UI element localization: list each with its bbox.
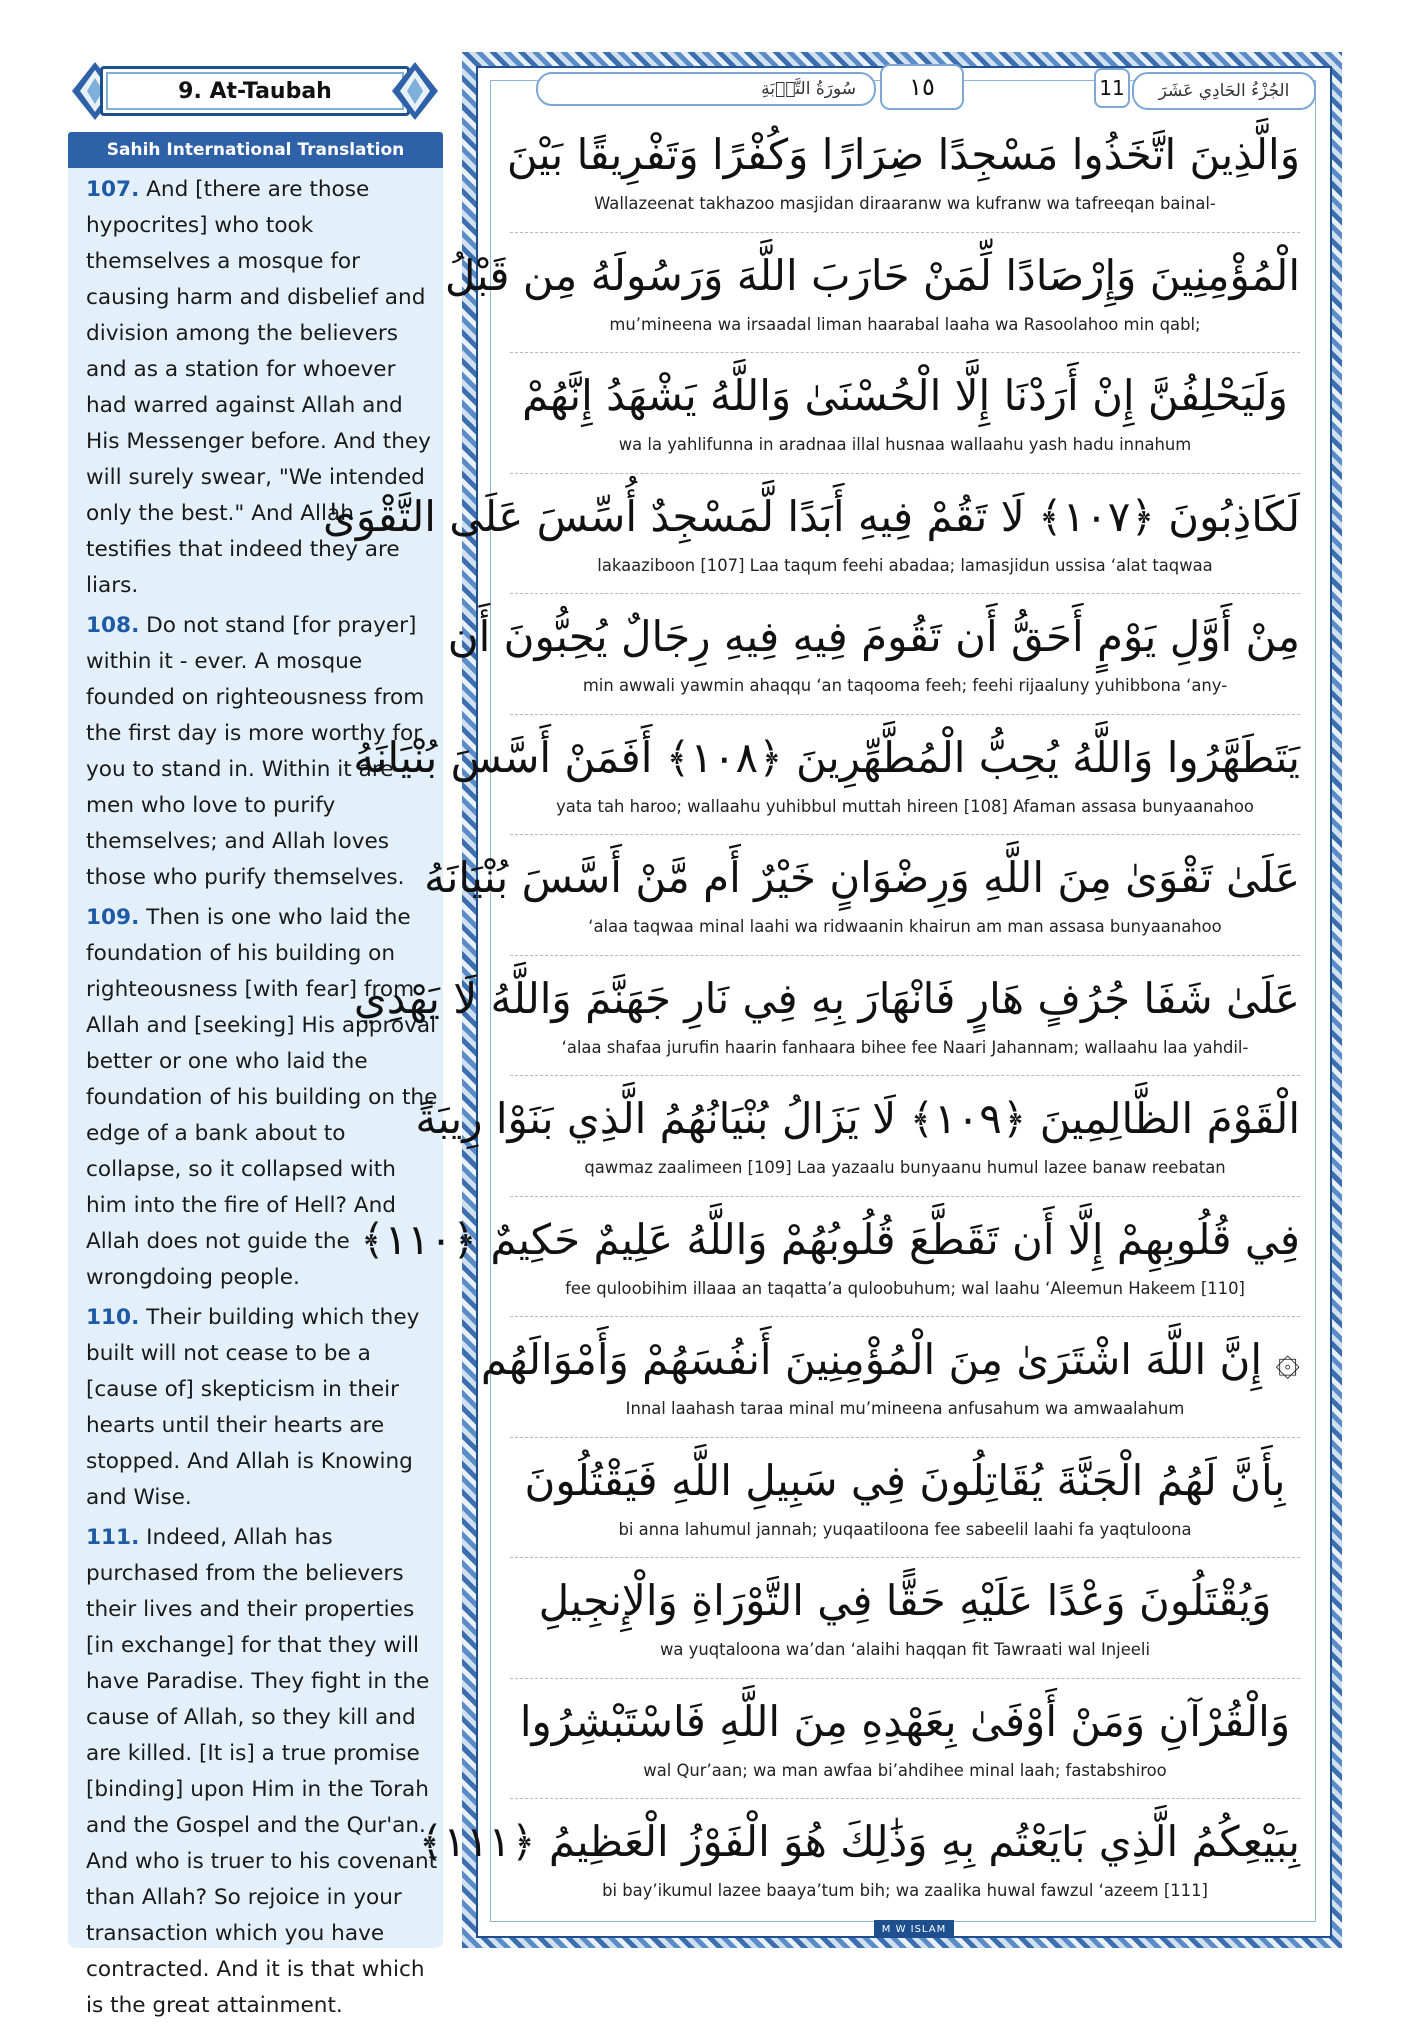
translation-text: [86, 172, 442, 2028]
verse-text: Their building which they built will not cease to be a [cause of] skepticism in their hearts until their hearts are stopped. And Allah is Knowing and Wise.: [86, 1305, 420, 1510]
mushaf-line: [322, 474, 1300, 595]
publisher-mark: M W ISLAM: [874, 1920, 954, 1938]
verse-number: 110.: [86, 1305, 140, 1330]
mushaf-line: [418, 1799, 1300, 1920]
mushaf-line: [444, 233, 1300, 354]
arabic-text: لَكَاذِبُونَ ﴿١٠٧﴾ لَا تَقُمْ فِيهِ أَبَدًا لَّمَسْجِدٌ أُسِّسَ عَلَى التَّقْوَىٰ: [322, 491, 1300, 541]
transliteration: bi bay’ikumul lazee baaya’tum bih; wa zaalika huwal fawzul ‘azeem [111]: [602, 1881, 1208, 1900]
mushaf-line: [510, 353, 1300, 474]
translation-header: Sahih International Translation: [68, 132, 443, 168]
verse-number: 111.: [86, 1525, 140, 1550]
arabic-text: ۞ إِنَّ اللَّهَ اشْتَرَىٰ مِنَ الْمُؤْمِنِينَ أَنفُسَهُمْ وَأَمْوَالَهُم: [480, 1335, 1300, 1384]
juz-label-arabic: الجُزْءُ الحَادِي عَشَرَ: [1132, 72, 1316, 110]
verse-text: And [there are those hypocrites] who took themselves a mosque for causing harm and disbelief and division among the believers and as a station for whoever had warred against Allah and His Messenger before. And they will surely swear, "We intended only the best." And Allah testifies that indeed they are liars.: [86, 177, 431, 598]
transliteration: ‘alaa taqwaa minal laahi wa ridwaanin khairun am man assasa bunyaanahoo: [588, 917, 1222, 936]
arabic-text: بِأَنَّ لَهُمُ الْجَنَّةَ يُقَاتِلُونَ فِي سَبِيلِ اللَّهِ فَيَقْتُلُونَ: [524, 1455, 1286, 1505]
transliteration: wal Qur’aan; wa man awfaa bi’ahdihee minal laah; fastabshiroo: [643, 1760, 1167, 1780]
arabic-text: عَلَىٰ شَفَا جُرُفٍ هَارٍ فَانْهَارَ بِهِ فِي نَارِ جَهَنَّمَ وَاللَّهُ لَا يَهْدِي: [353, 973, 1300, 1023]
transliteration: Innal laahash taraa minal mu’mineena anfusahum wa amwaalahum: [625, 1399, 1185, 1418]
mushaf-line: [480, 1317, 1300, 1438]
transliteration: wa yuqtaloona wa’dan ‘alaihi haqqan fit Tawraati wal Injeeli: [659, 1640, 1150, 1659]
arabic-text: بِبَيْعِكُمُ الَّذِي بَايَعْتُم بِهِ وَذَٰلِكَ هُوَ الْفَوْزُ الْعَظِيمُ ﴿١١١﴾: [418, 1817, 1300, 1866]
transliteration: mu’mineena wa irsaadal liman haarabal laaha wa Rasoolahoo min qabl;: [609, 314, 1201, 334]
arabic-text: وَالْقُرْآنِ وَمَنْ أَوْفَىٰ بِعَهْدِهِ مِنَ اللَّهِ فَاسْتَبْشِرُوا: [519, 1696, 1291, 1746]
mushaf-line: [360, 1197, 1300, 1318]
arabic-text: وَلَيَحْلِفُنَّ إِنْ أَرَدْنَا إِلَّا الْحُسْنَىٰ وَاللَّهُ يَشْهَدُ إِنَّهُمْ: [522, 371, 1288, 420]
juz-number: 11: [1094, 68, 1130, 108]
mushaf-line: [510, 1558, 1300, 1679]
mushaf-line: [506, 112, 1300, 233]
arabic-text: الْقَوْمَ الظَّالِمِينَ ﴿١٠٩﴾ لَا يَزَالُ بُنْيَانُهُمُ الَّذِي بَنَوْا رِيبَةً: [415, 1094, 1300, 1143]
transliteration: fee quloobihim illaaa an taqatta’a quloobuhum; wal laahu ‘Aleemun Hakeem [110]: [565, 1278, 1245, 1298]
verse-text: Then is one who laid the foundation of his building on righteousness [with fear] from Allah and [seeking] His approval better or one who laid the foundation of his building on the edge of a bank about to collapse, so it collapsed with him into the fire of Hell? And Allah does not guide the wrongdoing people.: [86, 905, 438, 1290]
transliteration: lakaaziboon [107] Laa taqum feehi abadaa; lamasjidun ussisa ‘alat taqwaa: [597, 555, 1213, 575]
ornament-right-icon: [390, 60, 440, 122]
surah-title-box: [70, 60, 440, 122]
transliteration: ‘alaa shafaa jurufin haarin fanhaara bihee fee Naari Jahannam; wallaahu laa yahdil-: [561, 1037, 1249, 1057]
transliteration: bi anna lahumul jannah; yuqaatiloona fee sabeelil laahi fa yaqtuloona: [618, 1519, 1192, 1539]
verse-text: Do not stand [for prayer] within it - ever. A mosque founded on righteousness from the first day is more worthy for you to stand in. Within it are men who love to purify themselves; and Allah loves those who purify themselves.: [86, 613, 425, 890]
mushaf-line: [510, 1438, 1300, 1559]
verse-number: 109.: [86, 905, 140, 930]
transliteration: min awwali yawmin ahaqqu ‘an taqooma feeh; feehi rijaaluny yuhibbona ‘any-: [582, 676, 1228, 695]
mushaf-line: [415, 1076, 1300, 1197]
transliteration: qawmaz zaalimeen [109] Laa yazaalu bunyaanu humul lazee banaw reebatan: [584, 1158, 1226, 1177]
mushaf-line: [353, 715, 1300, 836]
verse-110: [86, 1300, 442, 1516]
transliteration: yata tah haroo; wallaahu yuhibbul muttah hireen [108] Afaman assasa bunyaanahoo: [556, 796, 1254, 816]
arabic-text: فِي قُلُوبِهِمْ إِلَّا أَن تَقَطَّعَ قُلُوبُهُمْ وَاللَّهُ عَلِيمٌ حَكِيمٌ ﴿١١٠﴾: [360, 1214, 1300, 1264]
mushaf-line: [447, 594, 1300, 715]
arabic-text: مِنْ أَوَّلِ يَوْمٍ أَحَقُّ أَن تَقُومَ فِيهِ فِيهِ رِجَالٌ يُحِبُّونَ أَن: [447, 612, 1300, 661]
mushaf-line: [353, 956, 1300, 1077]
transliteration: wa la yahlifunna in aradnaa illal husnaa wallaahu yash hadu innahum: [618, 435, 1192, 454]
verse-111: [86, 1520, 442, 2024]
transliteration: Wallazeenat takhazoo masjidan diraaranw wa kufranw wa tafreeqan bainal-: [594, 194, 1216, 213]
arabic-text: وَيُقْتَلُونَ وَعْدًا عَلَيْهِ حَقًّا فِي التَّوْرَاةِ وَالْإِنجِيلِ: [538, 1576, 1272, 1625]
arabic-text: عَلَىٰ تَقْوَىٰ مِنَ اللَّهِ وَرِضْوَانٍ خَيْرٌ أَم مَّنْ أَسَّسَ بُنْيَانَهُ: [424, 853, 1300, 902]
surah-name-arabic: سُورَةُ التَّوۡبَةِ: [536, 72, 876, 106]
arabic-text: يَتَطَهَّرُوا وَاللَّهُ يُحِبُّ الْمُطَّهِّرِينَ ﴿١٠٨﴾ أَفَمَنْ أَسَّسَ بُنْيَانَهُ: [353, 732, 1300, 782]
verse-number: 108.: [86, 613, 140, 638]
mushaf-line: [424, 835, 1300, 956]
surah-title: 9. At-Taubah: [178, 78, 332, 104]
arabic-text: وَالَّذِينَ اتَّخَذُوا مَسْجِدًا ضِرَارًا وَكُفْرًا وَتَفْرِيقًا بَيْنَ: [506, 130, 1300, 179]
mushaf-lines: [322, 112, 1300, 1920]
verse-text: Indeed, Allah has purchased from the believers their lives and their properties [in exchange] for that they will have Paradise. They fight in the cause of Allah, so they kill and are killed. [It is] a true promise [binding] upon Him in the Torah and the Gospel and the Qur'an. And who is truer to his covenant than Allah? So rejoice in your transaction which you have contracted. And it is that which is the great attainment.: [86, 1525, 438, 2018]
arabic-text: الْمُؤْمِنِينَ وَإِرْصَادًا لِّمَنْ حَارَبَ اللَّهَ وَرَسُولَهُ مِن قَبْلُ: [444, 250, 1300, 300]
verse-number: 107.: [86, 177, 140, 202]
page-number: ١٥: [880, 64, 964, 110]
mushaf-line: [510, 1679, 1300, 1800]
